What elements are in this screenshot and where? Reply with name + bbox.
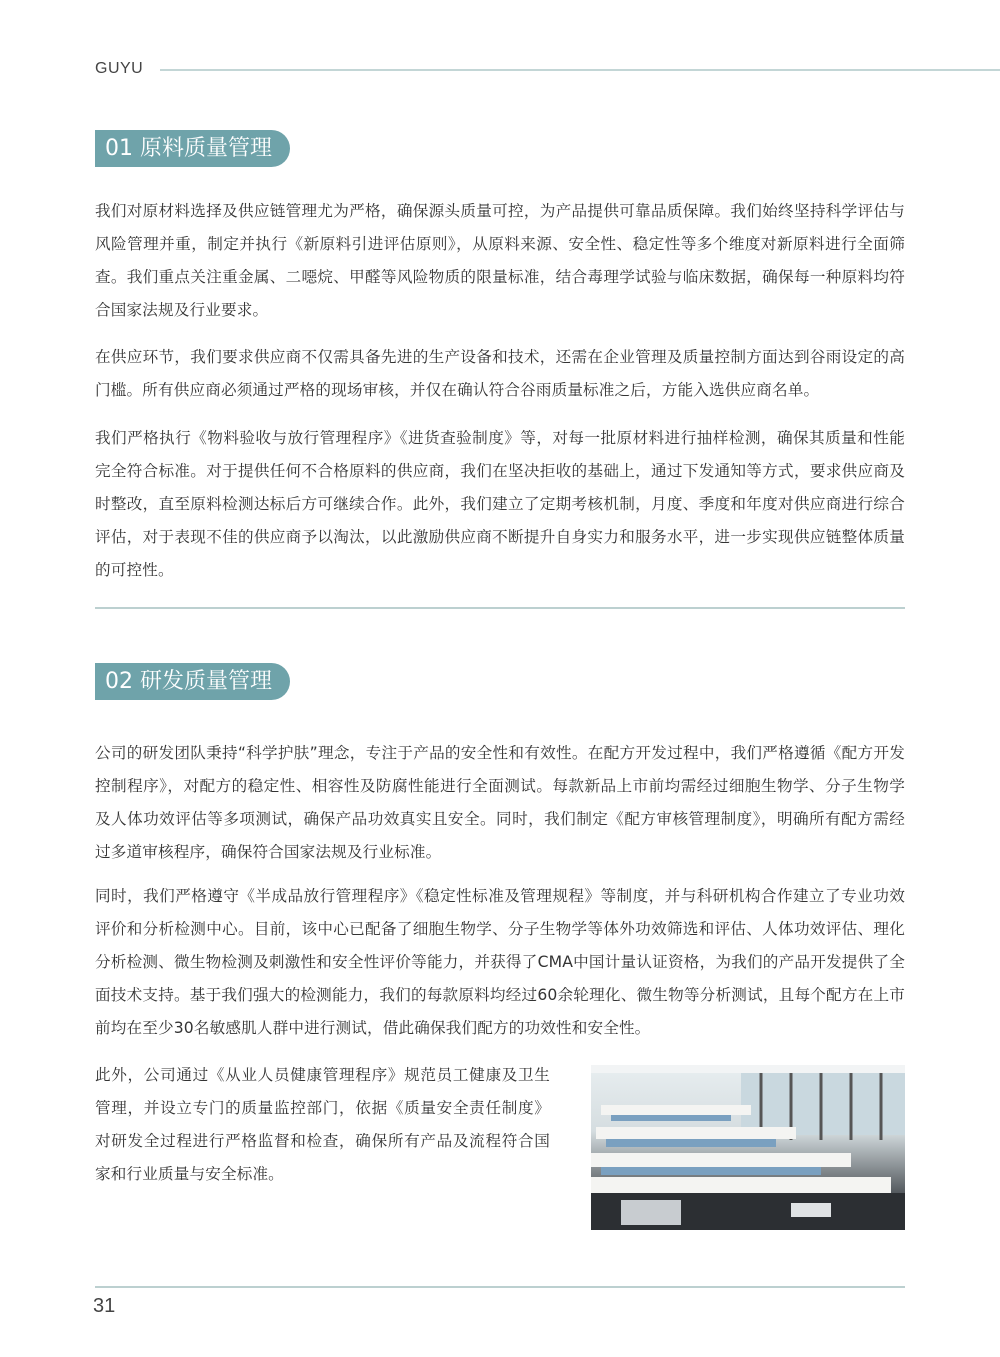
paragraph: 我们对原材料选择及供应链管理尤为严格，确保源头质量可控，为产品提供可靠品质保障。我们始终坚持科学评估与风险管理并重，制定并执行《新原料引进评估原则》，从原料来源、安全性、稳定性等多个维度对新原料进行全面筛查。我们重点关注重金属、二噁烷、甲醛等风险物质的限量标准，结合毒理学试验与临床数据，确保每一种原料均符合国家法规及行业要求。 <box>95 202 905 319</box>
section-title-rd-quality: 02 研发质量管理 <box>95 663 290 700</box>
page-number: 31 <box>93 1295 116 1317</box>
section-title-raw-material: 01 原料质量管理 <box>95 130 290 167</box>
paragraph: 公司的研发团队秉持“科学护肤”理念，专注于产品的安全性和有效性。在配方开发过程中，我们严格遵循《配方开发控制程序》，对配方的稳定性、相容性及防腐性能进行全面测试。每款新品上市前均需经过细胞生物学、分子生物学及人体功效评估等多项测试，确保产品功效真实且安全。同时，我们制定《配方审核管理制度》，明确所有配方需经过多道审核程序，确保符合国家法规及行业标准。 <box>95 744 905 861</box>
paragraph: 此外，公司通过《从业人员健康管理程序》规范员工健康及卫生管理，并设立专门的质量监控部门，依据《质量安全责任制度》对研发全过程进行严格监督和检查，确保所有产品及流程符合国家和行业质量与安全标准。 <box>95 1066 550 1183</box>
paragraph: 我们严格执行《物料验收与放行管理程序》《进货查验制度》等，对每一批原材料进行抽样检测，确保其质量和性能完全符合标准。对于提供任何不合格原料的供应商，我们在坚决拒收的基础上，通过下发通知等方式，要求供应商及时整改，直至原料检测达标后方可继续合作。此外，我们建立了定期考核机制，月度、季度和年度对供应商进行综合评估，对于表现不佳的供应商予以淘汰，以此激励供应商不断提升自身实力和服务水平，进一步实现供应链整体质量的可控性。 <box>95 429 905 579</box>
laboratory-photo <box>591 1065 905 1230</box>
footer-divider <box>95 1286 905 1288</box>
paragraph: 同时，我们严格遵守《半成品放行管理程序》《稳定性标准及管理规程》等制度，并与科研机构合作建立了专业功效评价和分析检测中心。目前，该中心已配备了细胞生物学、分子生物学等体外功效筛选和评估、人体功效评估、理化分析检测、微生物检测及刺激性和安全性评价等能力，并获得了CMA中国计量认证资格，为我们的产品开发提供了全面技术支持。基于我们强大的检测能力，我们的每款原料均经过60余轮理化、微生物等分析测试，且每个配方在上市前均在至少30名敏感肌人群中进行测试，借此确保我们配方的功效性和安全性。 <box>95 887 905 1037</box>
header-rule <box>160 69 1000 71</box>
brand-name: GUYU <box>95 60 144 77</box>
paragraph: 在供应环节，我们要求供应商不仅需具备先进的生产设备和技术，还需在企业管理及质量控制方面达到谷雨设定的高门槛。所有供应商必须通过严格的现场审核，并仅在确认符合谷雨质量标准之后，方能入选供应商名单。 <box>95 348 905 399</box>
section-divider <box>95 607 905 609</box>
